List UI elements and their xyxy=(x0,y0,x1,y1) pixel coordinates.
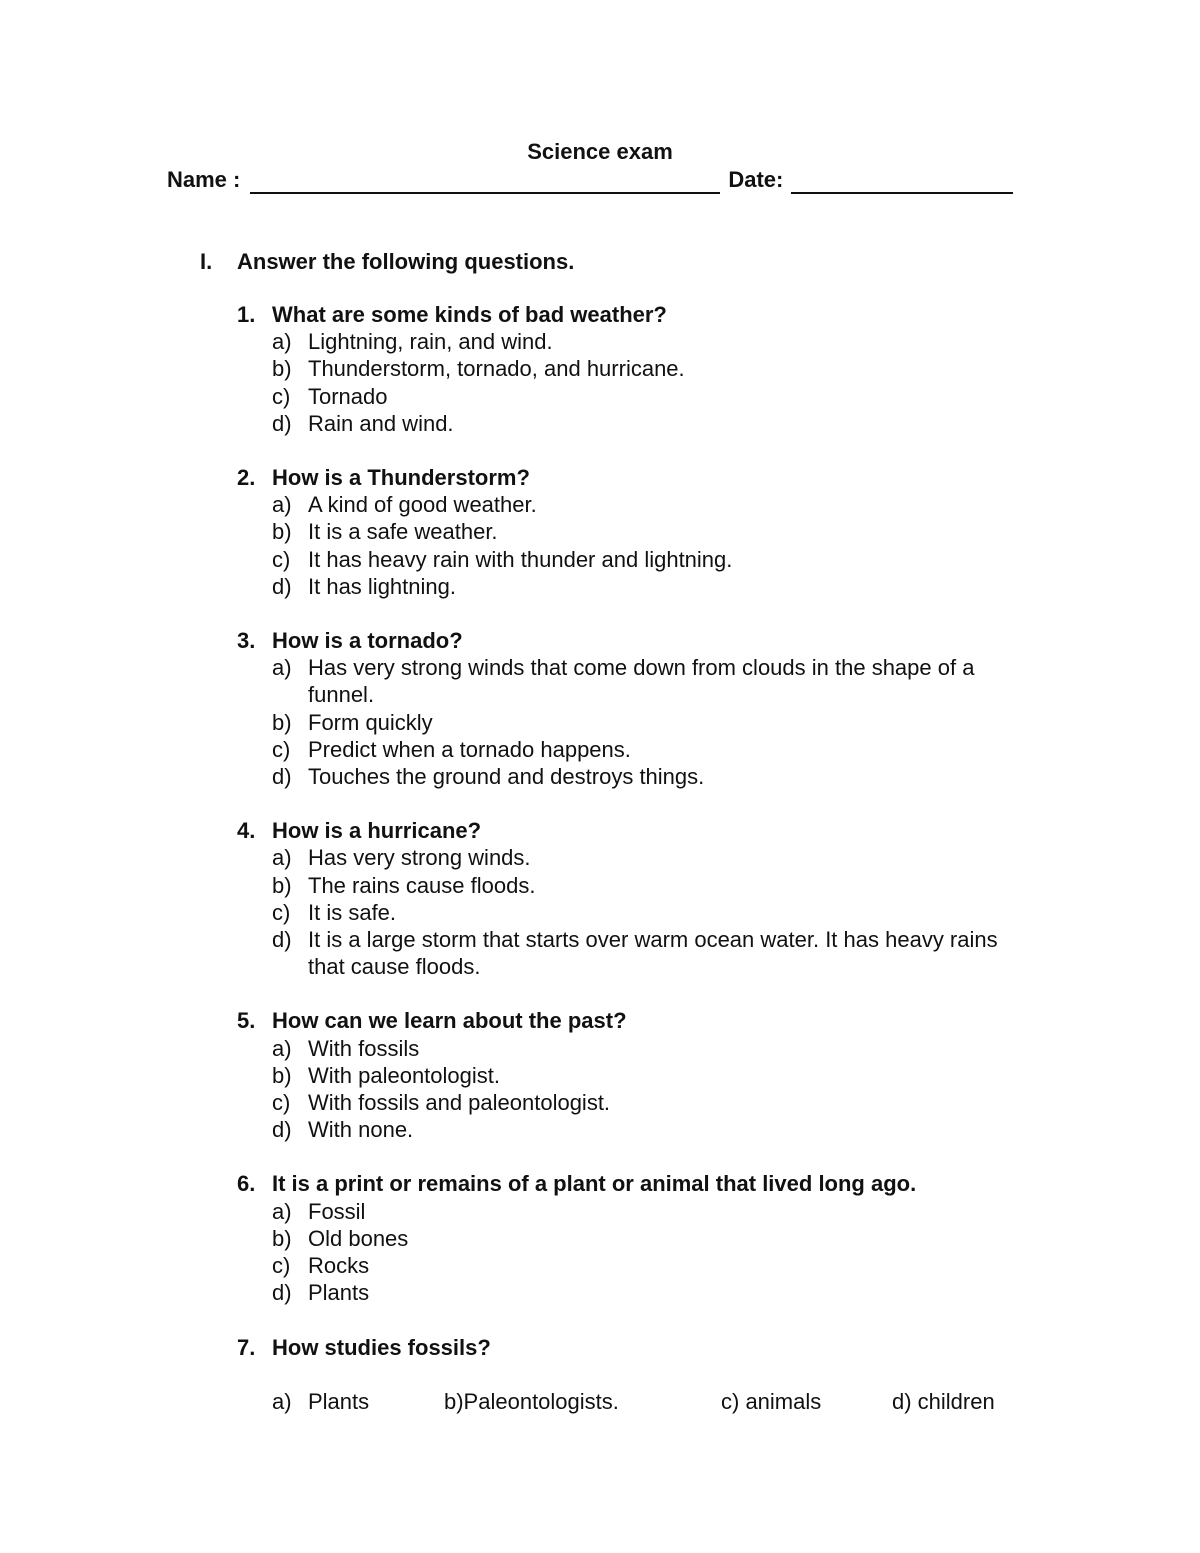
question-list xyxy=(237,301,1037,1442)
question-1 xyxy=(237,301,1037,437)
answer-option[interactable] xyxy=(237,546,1037,573)
option-letter: d) xyxy=(272,764,292,790)
option-text: Has very strong winds. xyxy=(308,845,531,871)
name-blank[interactable] xyxy=(250,168,720,194)
option-letter: c) xyxy=(272,1253,291,1279)
answer-option[interactable] xyxy=(237,410,1037,437)
question-2 xyxy=(237,464,1037,600)
option-text: b)Paleontologists. xyxy=(444,1388,619,1414)
option-letter: b) xyxy=(272,519,292,545)
question-text: How studies fossils? xyxy=(272,1334,491,1360)
question-heading xyxy=(237,817,1037,844)
question-number: 1. xyxy=(237,302,256,327)
answer-option[interactable] xyxy=(237,709,1037,736)
question-heading xyxy=(237,1334,1037,1361)
answer-option[interactable] xyxy=(237,1035,1037,1062)
answer-option[interactable] xyxy=(237,926,1037,980)
answer-option[interactable] xyxy=(237,1116,1037,1143)
question-text: How is a Thunderstorm? xyxy=(272,465,530,491)
question-text: How can we learn about the past? xyxy=(272,1008,627,1034)
option-letter: c) xyxy=(272,546,291,572)
option-text: With none. xyxy=(308,1117,414,1143)
option-text: Rain and wind. xyxy=(308,410,454,436)
question-text: It is a print or remains of a plant or animal that lived long ago. xyxy=(272,1171,917,1197)
answer-option[interactable] xyxy=(237,872,1037,899)
option-letter: a) xyxy=(272,329,292,355)
question-5 xyxy=(237,1007,1037,1143)
option-letter: a) xyxy=(272,655,292,681)
answer-option[interactable] xyxy=(237,328,1037,355)
question-heading xyxy=(237,627,1037,654)
section-instruction: Answer the following questions. xyxy=(237,249,575,274)
option-text: Fossil xyxy=(308,1198,366,1224)
question-6 xyxy=(237,1170,1037,1306)
option-text: Has very strong winds that come down from clouds in the shape of a funnel. xyxy=(308,655,975,708)
option-text: Plants xyxy=(308,1388,370,1414)
option-letter: c) xyxy=(272,1090,291,1116)
option-letter: b) xyxy=(272,1062,292,1088)
option-text: A kind of good weather. xyxy=(308,492,537,518)
answer-option[interactable] xyxy=(237,1198,1037,1225)
inline-answer-options xyxy=(237,1388,1037,1415)
question-3 xyxy=(237,627,1037,790)
question-number: 3. xyxy=(237,628,256,654)
answer-option[interactable] xyxy=(237,763,1037,790)
name-label: Name : xyxy=(167,167,241,192)
option-text: Lightning, rain, and wind. xyxy=(308,329,553,355)
answer-option[interactable] xyxy=(237,518,1037,545)
option-letter: a) xyxy=(272,1035,292,1061)
option-text: Tornado xyxy=(308,383,388,409)
option-letter: c) xyxy=(272,383,291,409)
question-heading xyxy=(237,1170,1037,1197)
question-text: How is a tornado? xyxy=(272,628,463,654)
option-text: It has lightning. xyxy=(308,573,456,599)
answer-option[interactable] xyxy=(892,1388,1032,1415)
answer-option[interactable] xyxy=(237,1062,1037,1089)
option-text: Thunderstorm, tornado, and hurricane. xyxy=(308,356,685,382)
question-4 xyxy=(237,817,1037,980)
date-label: Date: xyxy=(728,167,784,192)
option-text: Rocks xyxy=(308,1253,370,1279)
option-text: With fossils xyxy=(308,1035,420,1061)
option-letter: a) xyxy=(272,1198,292,1224)
option-letter: c) xyxy=(272,899,291,925)
section-heading xyxy=(200,248,574,276)
date-blank[interactable] xyxy=(791,168,1013,194)
question-7 xyxy=(237,1334,1037,1415)
answer-option[interactable] xyxy=(237,736,1037,763)
option-letter: b) xyxy=(272,356,292,382)
option-letter: a) xyxy=(272,845,292,871)
option-text: Form quickly xyxy=(308,709,433,735)
option-text: Predict when a tornado happens. xyxy=(308,736,631,762)
question-number: 5. xyxy=(237,1008,256,1034)
option-text: With fossils and paleontologist. xyxy=(308,1090,611,1116)
question-number: 2. xyxy=(237,465,256,491)
option-letter: d) xyxy=(272,1117,292,1143)
name-date-row xyxy=(167,166,1027,194)
option-letter: b) xyxy=(272,872,292,898)
answer-option[interactable] xyxy=(237,1252,1037,1279)
question-number: 7. xyxy=(237,1334,256,1360)
option-text: It is a safe weather. xyxy=(308,519,498,545)
answer-option[interactable] xyxy=(237,355,1037,382)
answer-option[interactable] xyxy=(272,1388,444,1415)
option-letter: b) xyxy=(272,709,292,735)
section-number: I. xyxy=(200,249,213,274)
answer-option[interactable] xyxy=(237,573,1037,600)
option-letter: c) xyxy=(272,736,291,762)
option-letter: b) xyxy=(272,1225,292,1251)
answer-option[interactable] xyxy=(237,1089,1037,1116)
option-text: It has heavy rain with thunder and lightning. xyxy=(308,546,733,572)
question-number: 4. xyxy=(237,818,256,844)
question-heading xyxy=(237,1007,1037,1034)
answer-option[interactable] xyxy=(444,1388,721,1415)
option-letter: d) xyxy=(272,410,292,436)
option-text: d) children xyxy=(892,1388,995,1414)
answer-option[interactable] xyxy=(721,1388,892,1415)
answer-option[interactable] xyxy=(237,1225,1037,1252)
exam-title: Science exam xyxy=(527,139,673,164)
answer-option[interactable] xyxy=(237,1279,1037,1306)
option-letter: a) xyxy=(272,492,292,518)
option-text: Plants xyxy=(308,1280,370,1306)
question-number: 6. xyxy=(237,1171,256,1197)
option-text: Old bones xyxy=(308,1225,409,1251)
answer-option[interactable] xyxy=(237,654,1037,708)
option-text: It is safe. xyxy=(308,899,397,925)
answer-option[interactable] xyxy=(237,844,1037,871)
option-text: The rains cause floods. xyxy=(308,872,536,898)
option-text: It is a large storm that starts over warm ocean water. It has heavy rains that cause floods. xyxy=(308,927,998,980)
answer-option[interactable] xyxy=(237,491,1037,518)
option-text: c) animals xyxy=(721,1388,822,1414)
option-text: Touches the ground and destroys things. xyxy=(308,764,705,790)
option-text: With paleontologist. xyxy=(308,1062,500,1088)
option-letter: d) xyxy=(272,573,292,599)
question-text: What are some kinds of bad weather? xyxy=(272,302,667,327)
option-letter: a) xyxy=(272,1388,292,1414)
answer-option[interactable] xyxy=(237,383,1037,410)
question-heading xyxy=(237,301,1037,328)
question-heading xyxy=(237,464,1037,491)
question-text: How is a hurricane? xyxy=(272,818,482,844)
answer-option[interactable] xyxy=(237,899,1037,926)
option-letter: d) xyxy=(272,927,292,953)
option-letter: d) xyxy=(272,1280,292,1306)
